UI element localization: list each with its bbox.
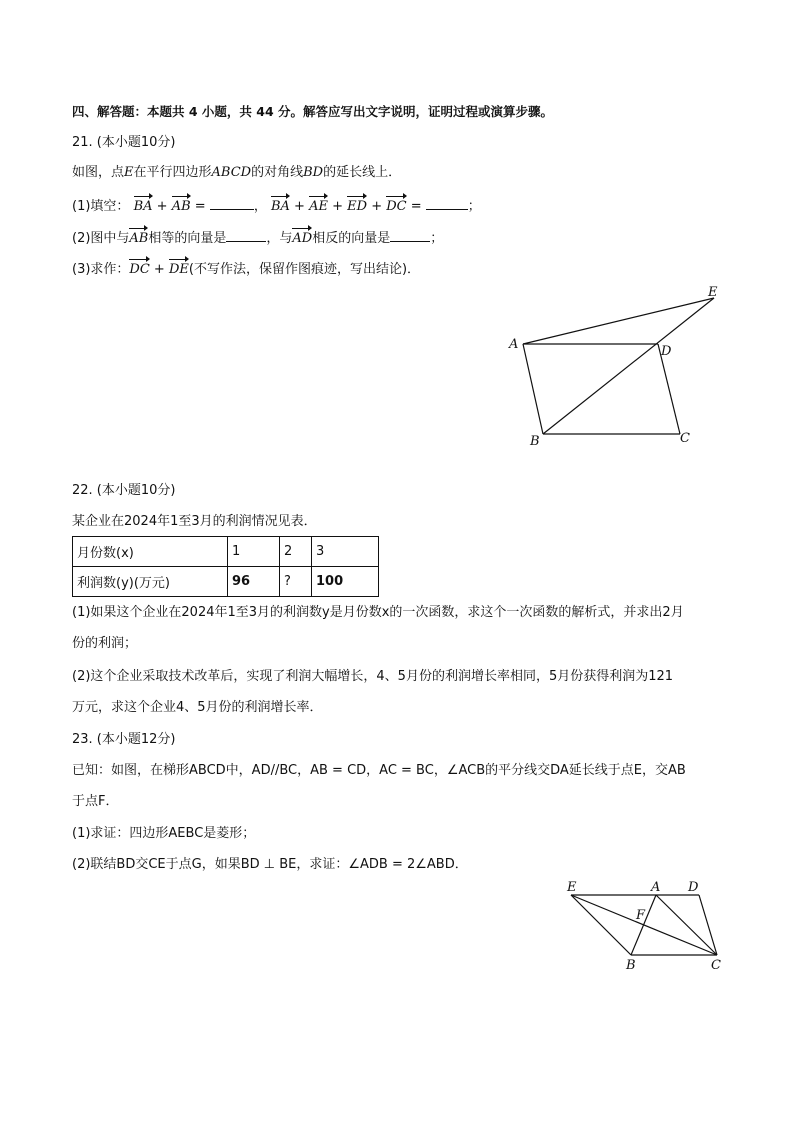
point-label-b: B <box>626 958 636 973</box>
q21-p1-label: (1)填空： <box>72 199 130 214</box>
vector-ab: AB <box>172 195 191 216</box>
table-cell: 2 <box>280 537 312 567</box>
vector-ba-2: BA <box>271 195 290 216</box>
q23-intro-line2: 于点F． <box>72 794 119 809</box>
point-label-d: D <box>661 344 672 359</box>
answer-blank-1[interactable] <box>210 197 254 210</box>
table-cell: 3 <box>312 537 379 567</box>
q22-intro: 某企业在2024年1至3月的利润情况见表． <box>72 514 317 529</box>
vector-ed: ED <box>347 195 367 216</box>
q23-part2: (2)联结BD交CE于点G，如果BD ⊥ BE，求证：∠ADB = 2∠ABD． <box>72 857 468 872</box>
vector-ad: AD <box>292 227 312 248</box>
q21-intro-d: 的延长线上． <box>323 165 402 180</box>
point-label-f: F <box>636 908 646 923</box>
q21-intro-c: 的对角线 <box>251 165 304 180</box>
segment-ec <box>571 895 717 955</box>
q23-intro-line1: 已知：如图，在梯形ABCD中，AD//BC，AB = CD，AC = BC，∠ACB的平分线交DA延长线于点E，交AB <box>72 763 686 778</box>
q21-part1: (1)填空： BA + AB = ， BA + AE + ED + DC = ； <box>72 195 481 216</box>
point-label-e: E <box>708 285 718 300</box>
q21-intro-e: E <box>124 165 134 180</box>
q21-intro <box>72 164 401 182</box>
q21-intro-b: 在平行四边形 <box>133 165 212 180</box>
table-cell: 96 <box>228 567 280 597</box>
table-cell: 100 <box>312 567 379 597</box>
point-label-a: A <box>509 337 519 352</box>
q23-part1: (1)求证：四边形AEBC是菱形； <box>72 826 256 841</box>
table-cell: 月份数(x) <box>73 537 228 567</box>
vector-ba: BA <box>134 195 153 216</box>
point-label-d: D <box>688 880 699 895</box>
q21-part3: (3)求作：DC + DE(不写作法，保留作图痕迹，写出结论)． <box>72 258 420 279</box>
table-cell: 1 <box>228 537 280 567</box>
q21-part2: (2)图中与AB相等的向量是 ，与AD相反的向量是 ； <box>72 227 443 248</box>
q22-heading: 22. (本小题10分) <box>72 483 176 498</box>
point-label-a: A <box>651 880 661 895</box>
point-label-c: C <box>711 958 721 973</box>
q21-intro-bd: BD <box>303 165 324 180</box>
segment-eb <box>571 895 631 955</box>
section-header: 四、解答题：本题共 4 小题，共 44 分。解答应写出文字说明，证明过程或演算步骤。 <box>72 104 554 119</box>
q22-part1-line1: (1)如果这个企业在2024年1至3月的利润数y是月份数x的一次函数，求这个一次函数的解析式，并求出2月 <box>72 605 684 620</box>
q21-p3-b: (不写作法，保留作图痕迹，写出结论)． <box>188 262 421 277</box>
vector-de: DE <box>169 258 189 279</box>
table-cell: ? <box>280 567 312 597</box>
profit-table <box>72 536 379 597</box>
q21-parallelogram-figure <box>500 280 740 455</box>
vector-dc: DC <box>386 195 406 216</box>
q21-p3-a: (3)求作： <box>72 262 130 277</box>
q21-p2-b: 相等的向量是 <box>148 231 227 246</box>
answer-blank-4[interactable] <box>390 229 430 242</box>
q21-p2-d: 相反的向量是 <box>312 231 391 246</box>
q21-intro-abcd: ABCD <box>211 165 252 180</box>
q22-part2-line2: 万元，求这个企业4、5月份的利润增长率． <box>72 700 323 715</box>
answer-blank-3[interactable] <box>226 229 266 242</box>
q21-intro-a: 如图，点 <box>72 165 125 180</box>
q23-trapezoid-figure <box>560 876 750 976</box>
segment-ba <box>523 344 543 434</box>
q21-p2-a: (2)图中与 <box>72 231 130 246</box>
q23-heading: 23. (本小题12分) <box>72 732 176 747</box>
table-row <box>73 567 379 597</box>
q22-part1-line2: 份的利润； <box>72 636 138 651</box>
vector-dc-2: DC <box>129 258 149 279</box>
q21-p2-c: ，与 <box>266 231 293 246</box>
vector-ae: AE <box>309 195 328 216</box>
q21-heading: 21. (本小题10分) <box>72 135 176 150</box>
table-cell: 利润数(y)(万元) <box>73 567 228 597</box>
answer-blank-2[interactable] <box>426 197 468 210</box>
vector-ab-2: AB <box>129 227 148 248</box>
point-label-b: B <box>530 434 540 449</box>
q22-part2-line1: (2)这个企业采取技术改革后，实现了利润大幅增长，4、5月份的利润增长率相同，5月份获得利润为121 <box>72 669 674 684</box>
point-label-e: E <box>567 880 577 895</box>
table-row <box>73 537 379 567</box>
point-label-c: C <box>680 431 690 446</box>
